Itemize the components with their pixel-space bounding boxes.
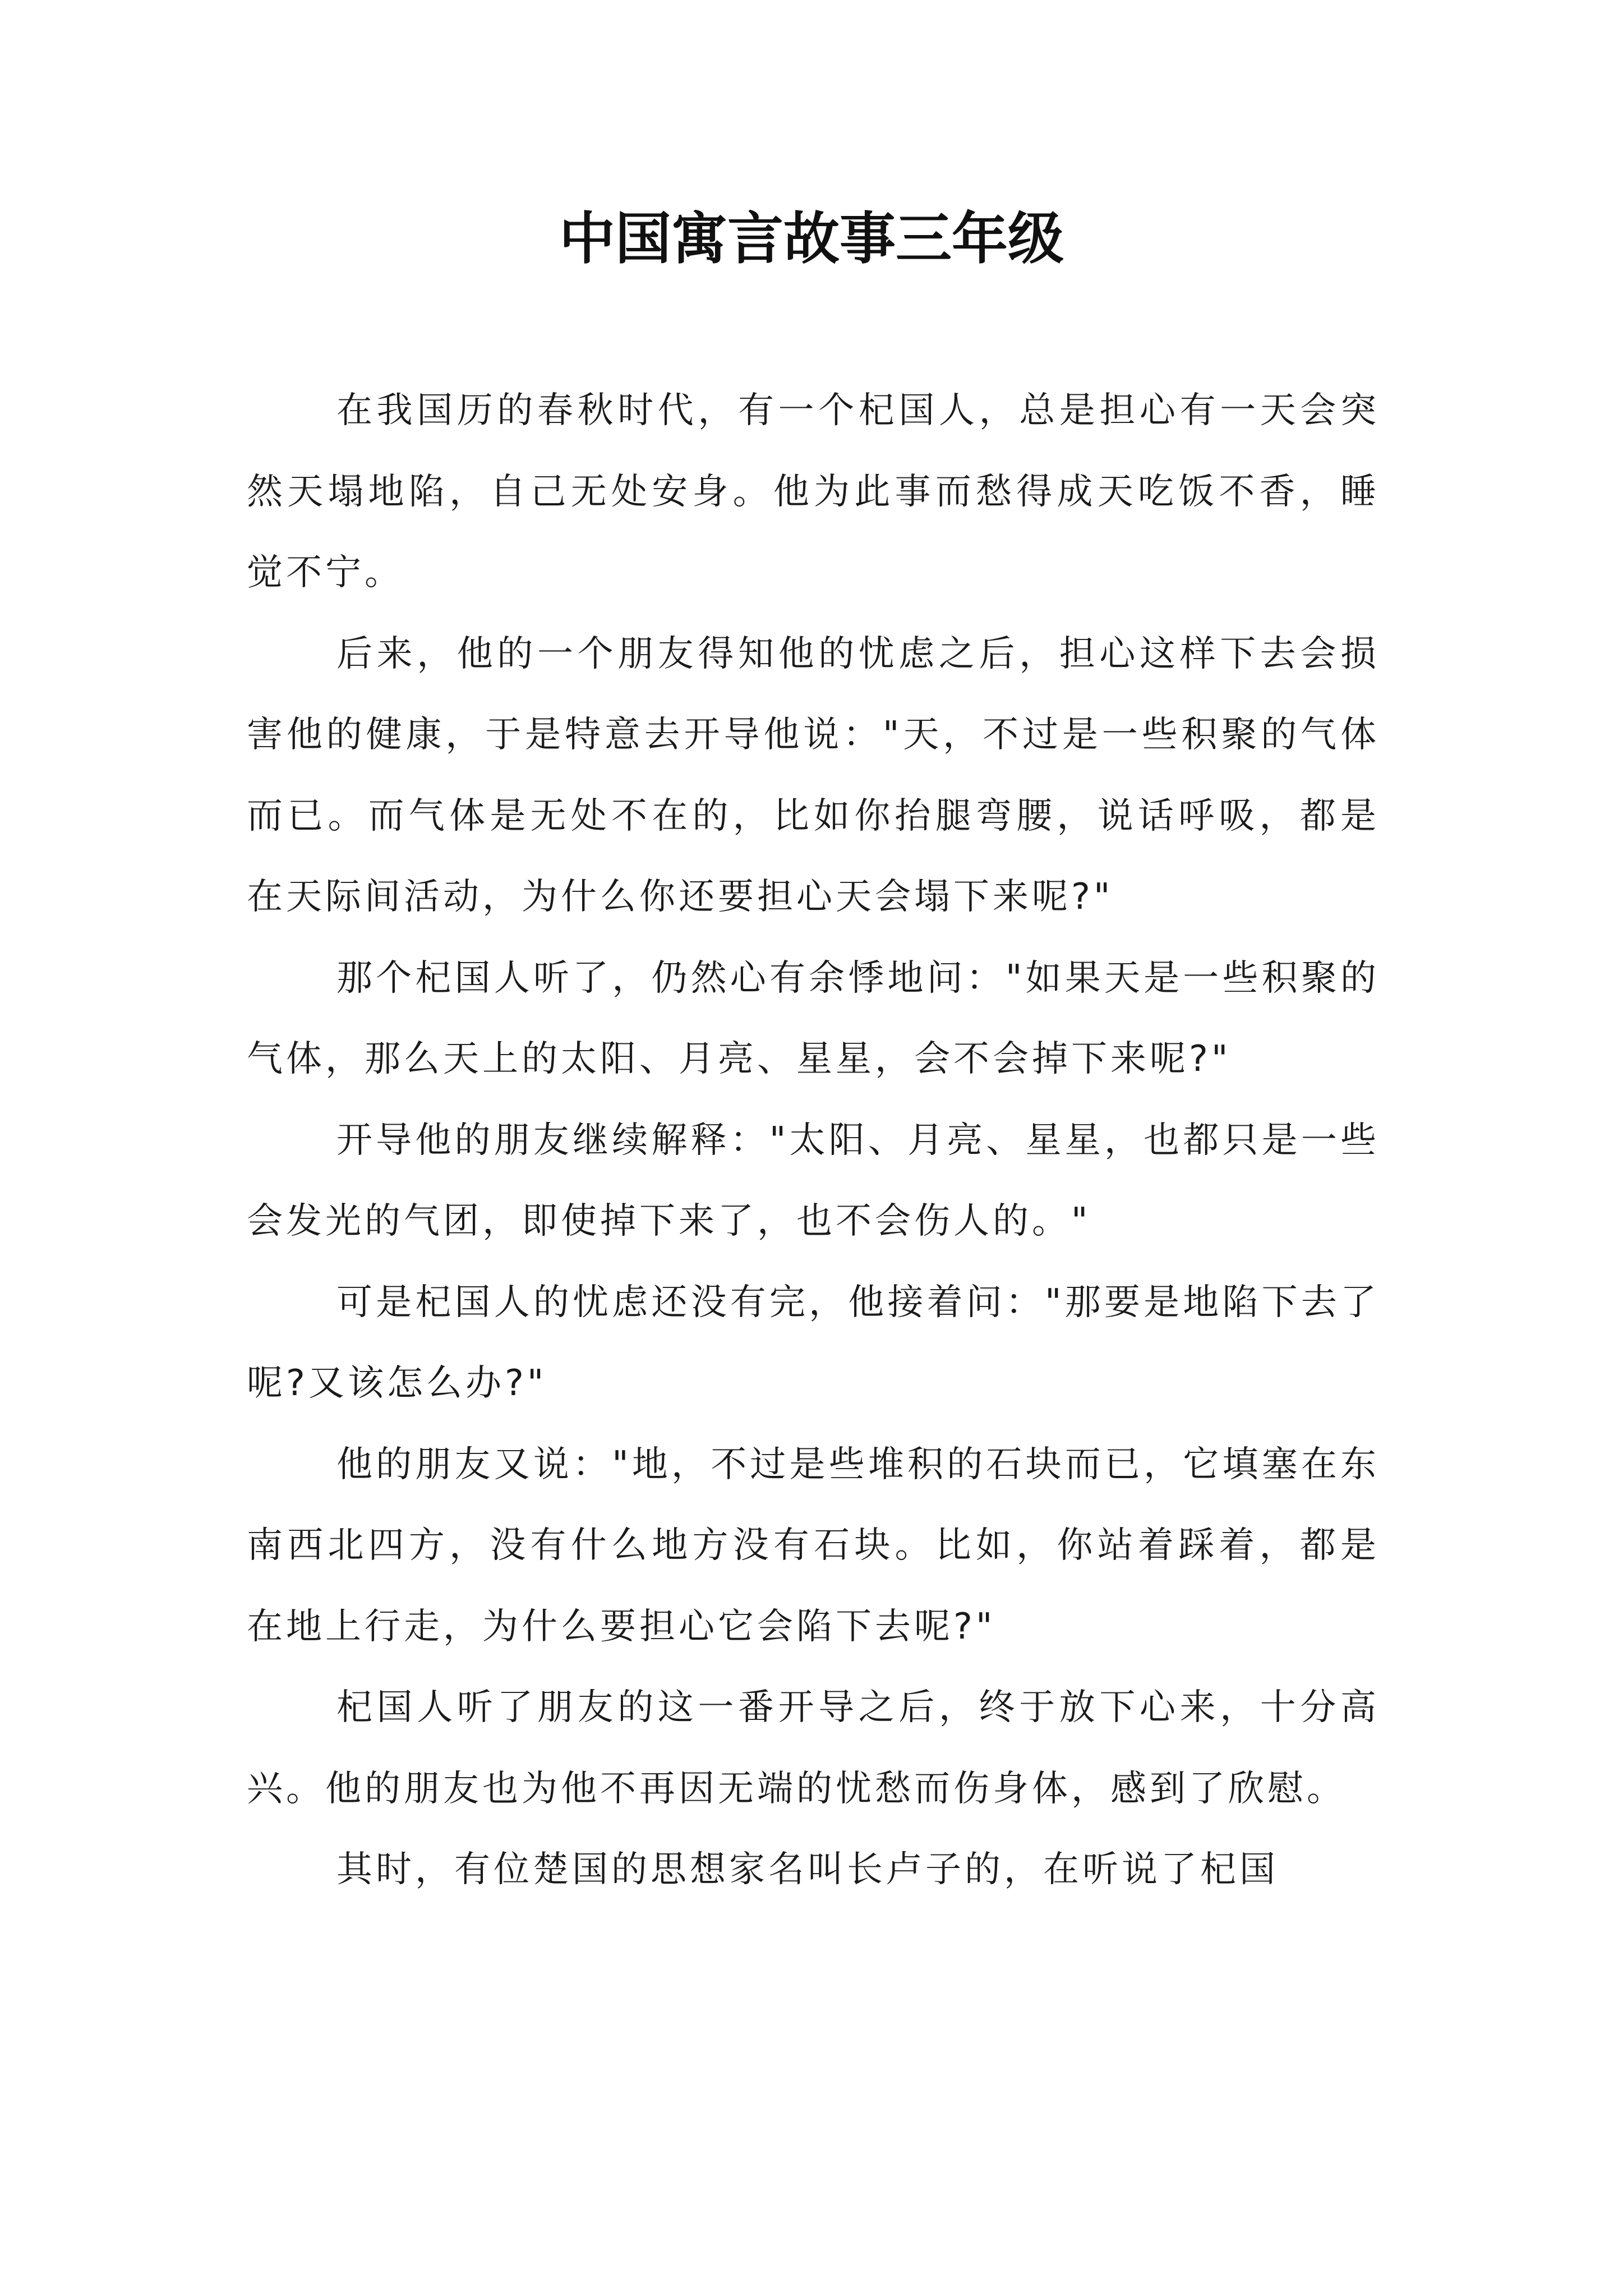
document-body <box>247 370 1380 1911</box>
document-title: 中国寓言故事三年级 <box>559 205 1064 272</box>
paragraph: 后来，他的一个朋友得知他的忧虑之后，担心这样下去会损害他的健康，于是特意去开导他说："天，不过是一些积聚的气体而已。而气体是无处不在的，比如你抬腿弯腰，说话呼吸，都是在天际间活动，为什么你还要担心天会塌下来呢?" <box>247 633 1380 918</box>
paragraph: 开导他的朋友继续解释："太阳、月亮、星星，也都只是一些会发光的气团，即使掉下来了，也不会伤人的。" <box>247 1119 1380 1242</box>
paragraph: 那个杞国人听了，仍然心有余悸地问："如果天是一些积聚的气体，那么天上的太阳、月亮、星星，会不会掉下来呢?" <box>247 957 1380 1080</box>
paragraph: 可是杞国人的忧虑还没有完，他接着问："那要是地陷下去了呢?又该怎么办?" <box>247 1281 1380 1404</box>
paragraph: 其时，有位楚国的思想家名叫长卢子的，在听说了杞国 <box>336 1849 1279 1890</box>
paragraph: 杞国人听了朋友的这一番开导之后，终于放下心来，十分高兴。他的朋友也为他不再因无端的忧愁而伤身体，感到了欣慰。 <box>247 1687 1380 1810</box>
paragraph: 他的朋友又说："地，不过是些堆积的石块而已，它填塞在东南西北四方，没有什么地方没有石块。比如，你站着踩着，都是在地上行走，为什么要担心它会陷下去呢?" <box>247 1443 1380 1648</box>
paragraph: 在我国历的春秋时代，有一个杞国人，总是担心有一天会突然天塌地陷，自己无处安身。他为此事而愁得成天吃饭不香，睡觉不宁。 <box>247 390 1380 593</box>
